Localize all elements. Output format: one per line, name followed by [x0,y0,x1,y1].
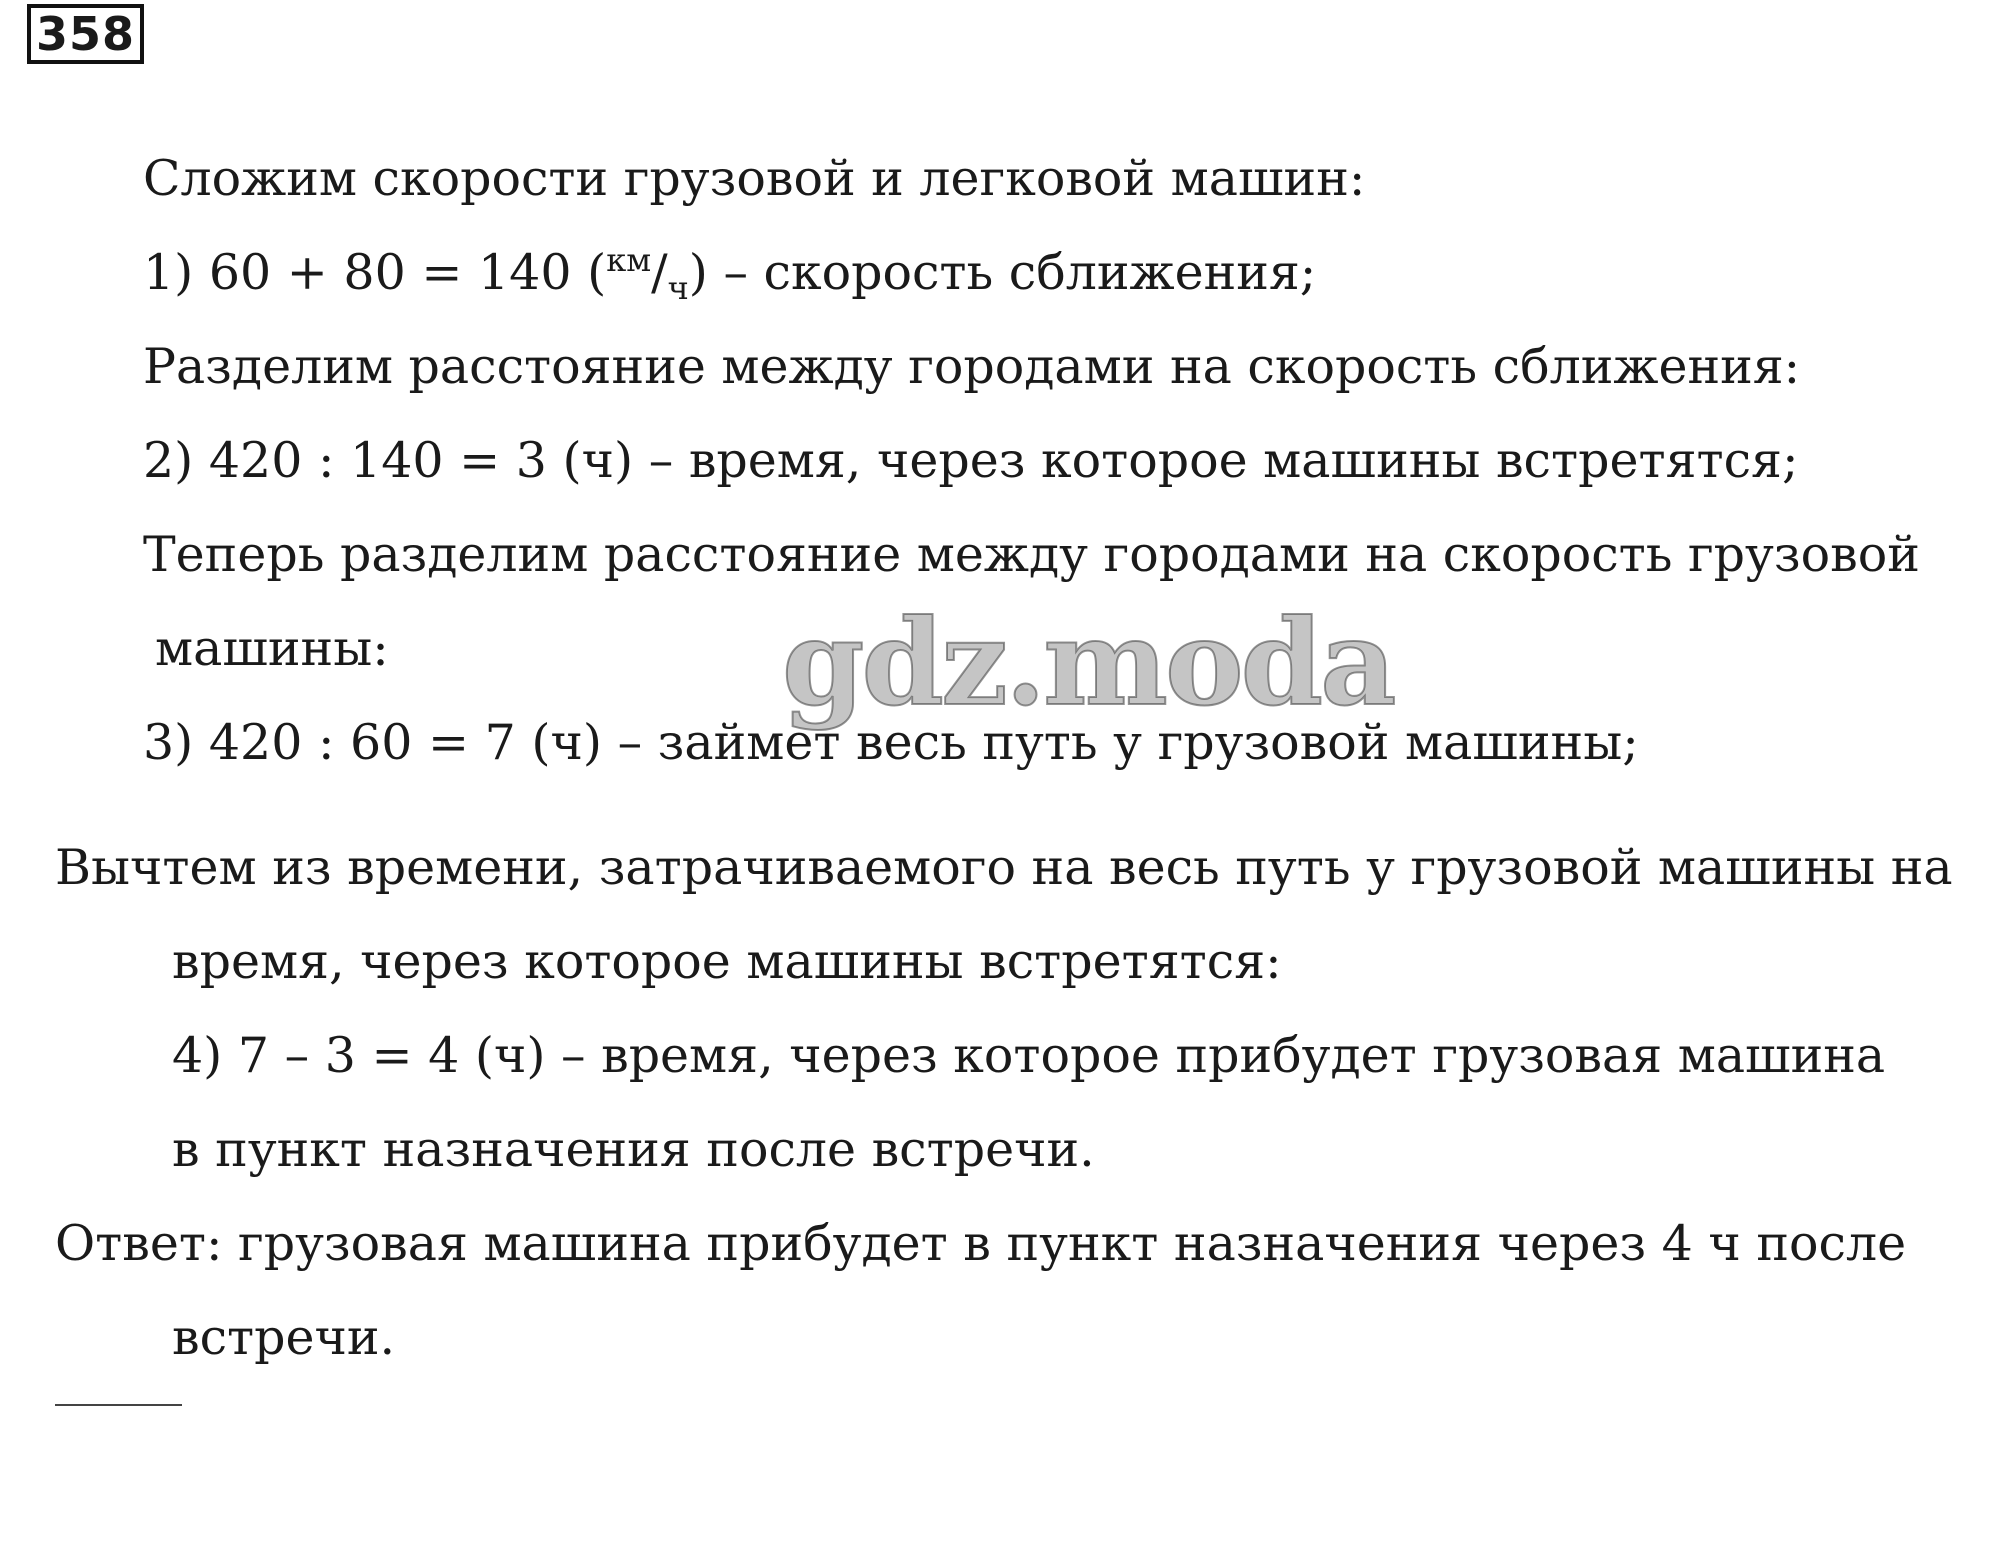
text-line-8: Вычтем из времени, затрачиваемого на весь путь у грузовой машины на [55,839,1953,896]
footnote-rule [55,1404,182,1406]
text-line-11: в пункт назначения после встречи. [172,1121,1095,1178]
text-line-2 [143,243,1316,308]
step-1-prefix: 1) 60 + 80 = 140 ( [143,244,607,301]
text-line-5: Теперь разделим расстояние между городами на скорость грузовой [143,526,1920,583]
answer-line-continued: встречи. [172,1309,396,1366]
text-line-6: машины: [155,620,389,677]
text-line-7: 3) 420 : 60 = 7 (ч) – займет весь путь у грузовой машины; [143,714,1639,771]
step-1-suffix: ) – скорость сближения; [688,244,1317,301]
watermark: gdz.moda [782,593,1394,732]
unit-numerator: км [606,241,652,279]
text-line-3: Разделим расстояние между городами на скорость сближения: [143,338,1801,395]
answer-line: Ответ: грузовая машина прибудет в пункт назначения через 4 ч после [55,1215,1907,1272]
text-line-4: 2) 420 : 140 = 3 (ч) – время, через которое машины встретятся; [143,432,1799,489]
text-line-10: 4) 7 – 3 = 4 (ч) – время, через которое прибудет грузовая машина [172,1027,1886,1084]
unit-slash: / [651,244,668,301]
problem-number: 358 [27,4,144,64]
text-line-9: время, через которое машины встретятся: [172,933,1282,990]
unit-denominator: ч [667,269,689,307]
text-line-1: Сложим скорости грузовой и легковой машин: [143,150,1366,207]
